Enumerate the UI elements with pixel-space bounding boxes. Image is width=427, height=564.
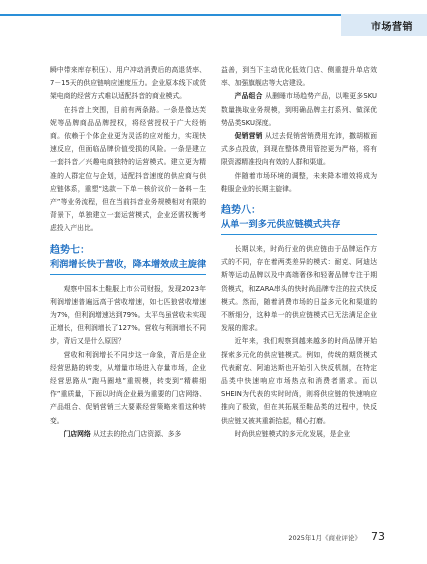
bold-lead: 门店网络 (63, 429, 91, 438)
bold-lead: 促销营销 (234, 132, 263, 141)
header-bar (0, 14, 427, 32)
page-number: 73 (371, 530, 385, 543)
paragraph: 营收和利润增长不同步这一命象，背后是企业经营思路的转变，从增量市场进入存量市场，企业经营思路从“跑马圈地”重规模，转变到“精耕细作”重质量，下面以时尚企业最为重要的门店网络、产品组合、促销营销三大要素经营策略来看这种转变。 (50, 350, 206, 425)
section-rule (221, 234, 377, 235)
section-heading (221, 204, 377, 235)
paragraph-text: 从过去的抢点门店资源、多多 (90, 429, 182, 438)
paragraph (221, 130, 377, 170)
section-label: 市场营销 (371, 22, 413, 33)
section-title: 利润增长快于营收，降本增效成主旋律 (50, 258, 207, 270)
section-title: 从单一到多元供应链模式共存 (221, 219, 341, 231)
section-tag: 趋势七： (50, 244, 90, 256)
paragraph (221, 90, 377, 130)
paragraph: 长期以来，时尚行业的供应链由于品牌运作方式的不同，存在着两类差异的模式：耐克、阿迪达斯等运动品牌以及中高端奢侈和轻奢品牌专注于期货模式，和ZARA串头的快时尚品牌专注的拉式快反模式。然而，随着消费市场的日益多元化和渠道的不断细分，这种单一的供应链模式已无法满足企业发展的需求。 (221, 245, 377, 333)
right-column (221, 64, 377, 441)
paragraph: 观察中国本土鞋服上市公司财报，发现2023年利润增速普遍远高于营收增速，如七匹狼营收增速为7%，但利润增速达到79%。太平鸟虽营收未实现正增长，但利润增长了127%。营收与利润增长不同步，背后又是什么原因？ (50, 284, 206, 346)
paragraph: 伴随着市场环境的调整，未来降本增效将成为鞋服企业的长期主旋律。 (221, 171, 377, 193)
paragraph: 近年来，我们观察到越来越多的时尚品牌开始探索多元化的供应链模式。例如，传统的期货模式代表耐克、阿迪达斯也开始引入快反机制，在特定品类中快速响应市场热点和消费者需求。而以SHEIN为代表的实时时尚，则将供应链的快速响应推向了极致，但在其拓展至鞋品类的过程中，快反供应链又被其重新拾起，精心打磨。 (221, 337, 377, 425)
section-heading (50, 244, 206, 275)
paragraph: 时尚供应链模式的多元化发展，是企业 (234, 429, 351, 438)
paragraph: 瞬中带来库存积压）、用户冲动消费后的高退货率、7－15天的供应链响应速度压力。企业原本线下或货架电商的经营方式难以适配抖音的商业模式。 (50, 66, 206, 101)
section-label-box (341, 14, 427, 36)
paragraph-text: 从删睡市场趋势产品，以唯更多SKU数量换取业务规模，到明确品牌主打系列、做深优势品类SKU深度。 (221, 92, 378, 127)
paragraph: 在抖音上突围，目前有两条路。一条是像达芙妮等品牌商品品牌授权，将经营授权于广大经销商。依赖于个体企业更为灵活的应对能力，实现快速反应，但面临品牌价值受损的风险。一条是建立一套抖音／兴趣电商独特的运营模式。建立更为精准的人群定位与企划，适配抖音速度的供应商与供应链体系，重塑“选款－下单－核价议价－备料－生产”等业务流程，但在当前抖音业务规模相对有限的背景下，单独建立一套运营模式，企业还需权衡考虑投入产出比。 (50, 105, 206, 233)
paragraph: 益善，到当下主动优化低效门店、侧重提升单店效率、加强旗舰店等大店建设。 (221, 66, 377, 88)
issue-label: 2025年1月《商业评论》 (288, 534, 361, 542)
paragraph (50, 428, 206, 441)
section-rule (50, 274, 206, 275)
paragraph-text: 从过去促销营销费用充沛，撒胡椒面式多点投放，到现在整体费用管控更为严格，将有限资源精准投向有效的人群和渠道。 (221, 132, 377, 167)
bold-lead: 产品组合 (234, 92, 263, 101)
section-tag: 趋势八： (221, 205, 261, 217)
left-column (50, 64, 206, 441)
page-footer (288, 530, 385, 543)
